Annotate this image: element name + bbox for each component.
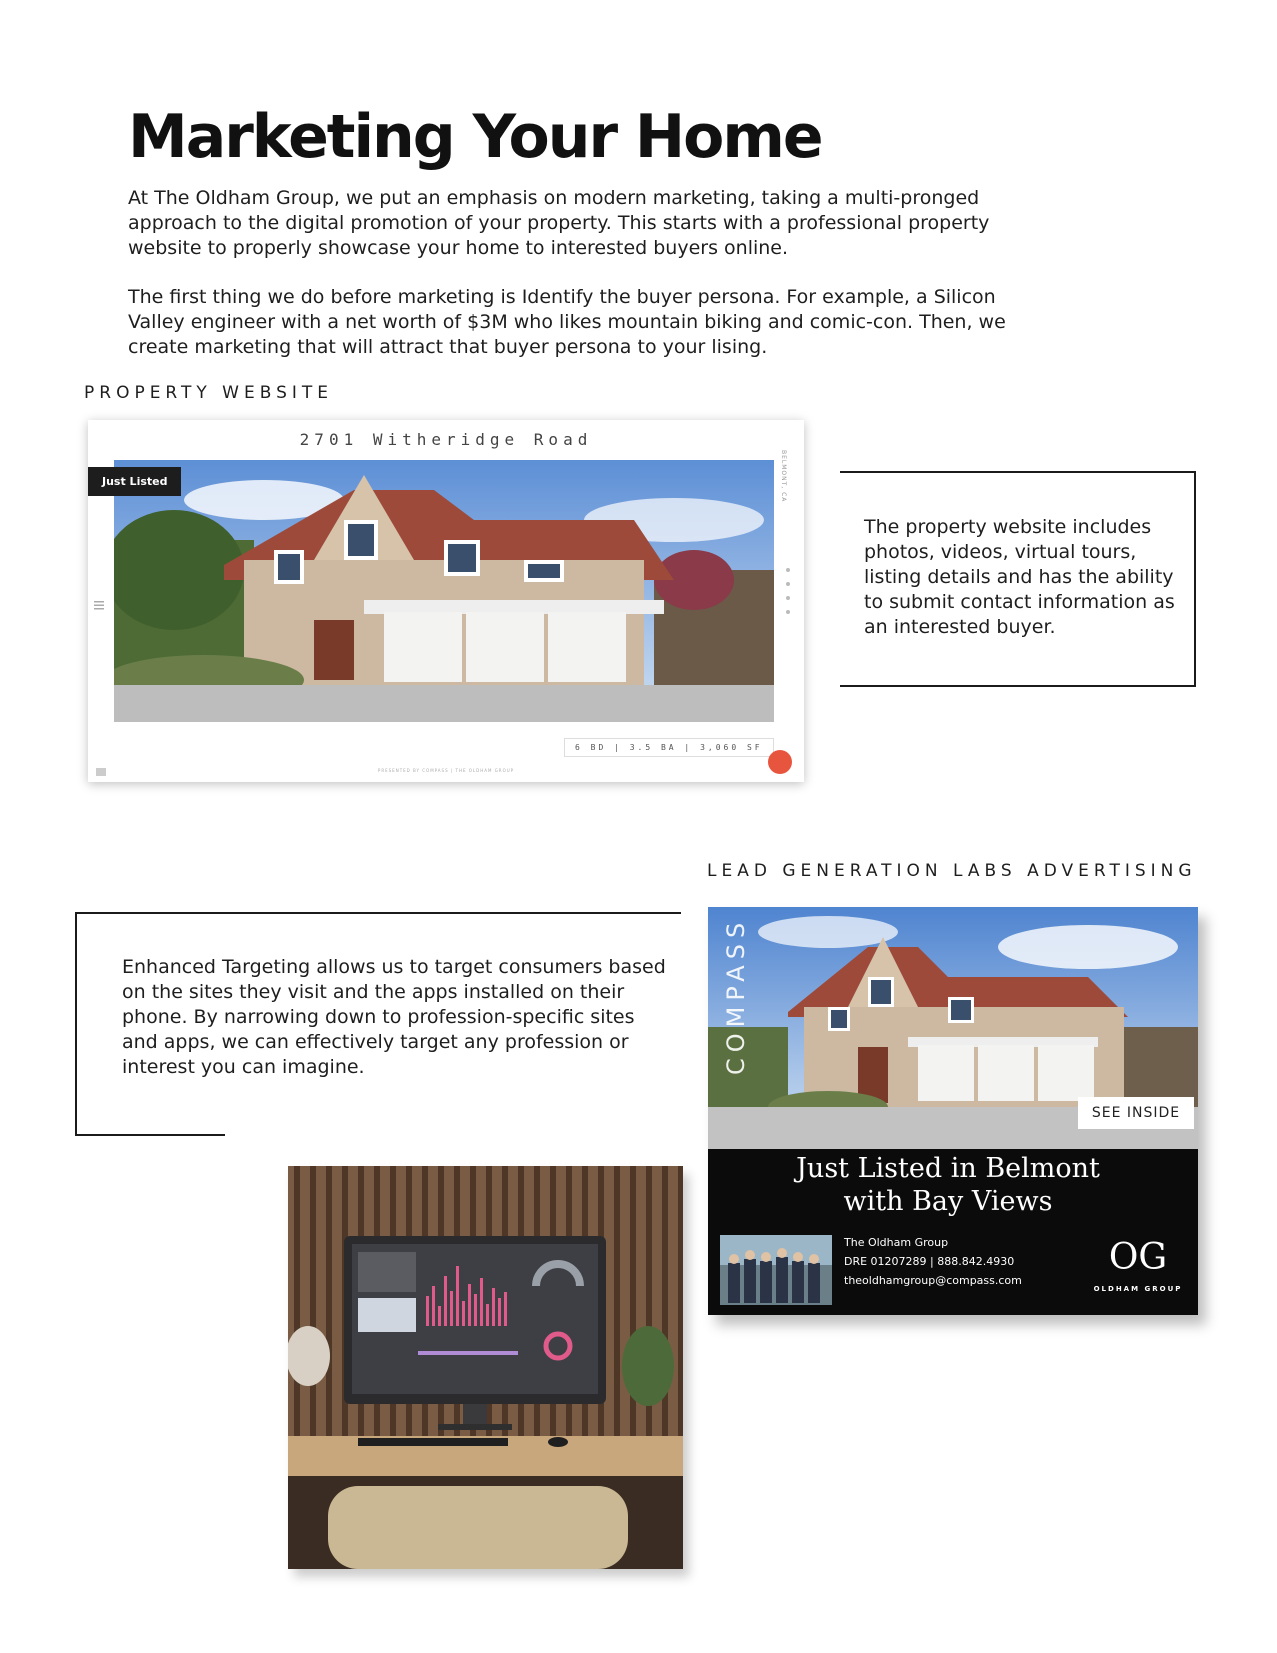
image-icon	[96, 768, 106, 776]
listing-specs: 6 BD | 3.5 BA | 3,060 SF	[564, 738, 774, 757]
lead-generation-label: LEAD GENERATION LABS ADVERTISING	[707, 861, 1197, 881]
chat-icon[interactable]	[768, 750, 792, 774]
ad-headline-line-2: with Bay Views	[843, 1186, 1053, 1217]
house-photo	[114, 460, 774, 722]
website-footer-note: PRESENTED BY COMPASS | THE OLDHAM GROUP	[377, 768, 515, 773]
agency-email: theoldhamgroup@compass.com	[844, 1274, 1022, 1287]
gallery-dots[interactable]	[786, 568, 790, 624]
dashboard-monitor-photo	[288, 1166, 683, 1569]
og-logo: OG	[1108, 1237, 1168, 1278]
intro-paragraph: At The Oldham Group, we put an emphasis on modern marketing, taking a multi-pronged approach to the digital promotion of your property. This starts with a professional property website to properly showcase your home to interested buyers online.	[128, 187, 990, 259]
page-title: Marketing Your Home	[128, 102, 822, 172]
agency-contact	[844, 1233, 1022, 1290]
compass-brand: COMPASS	[722, 916, 750, 1075]
menu-icon[interactable]	[94, 600, 104, 610]
oldham-group-logo-text: OLDHAM GROUP	[1093, 1285, 1183, 1293]
lead-generation-ad	[708, 907, 1198, 1315]
ad-headline-line-1: Just Listed in Belmont	[796, 1153, 1100, 1184]
agency-name: The Oldham Group	[844, 1236, 949, 1249]
listing-address: 2701 Witheridge Road	[299, 430, 593, 449]
ad-headline	[768, 1152, 1128, 1218]
persona-paragraph: The first thing we do before marketing is Identify the buyer persona. For example, a Silicon Valley engineer with a net worth of $3M who likes mountain biking and comic-con. Then, we create marketing that will attract that buyer persona to your lising.	[128, 286, 1006, 358]
property-website-description: The property website includes photos, videos, virtual tours, listing details and has the ability to submit contact information as an interested buyer.	[864, 516, 1175, 638]
location-side-text: BELMONT, CA	[780, 450, 787, 503]
see-inside-button[interactable]: SEE INSIDE	[1078, 1097, 1194, 1129]
agency-dre-phone: DRE 01207289 | 888.842.4930	[844, 1255, 1015, 1268]
enhanced-targeting-description: Enhanced Targeting allows us to target consumers based on the sites they visit and the apps installed on their phone. By narrowing down to profession-specific sites and apps, we can effectively target any profession or interest you can imagine.	[122, 956, 666, 1078]
just-listed-badge: Just Listed	[88, 467, 181, 496]
team-photo	[720, 1235, 832, 1305]
property-website-mockup	[88, 420, 804, 782]
property-website-label: PROPERTY WEBSITE	[84, 383, 334, 403]
